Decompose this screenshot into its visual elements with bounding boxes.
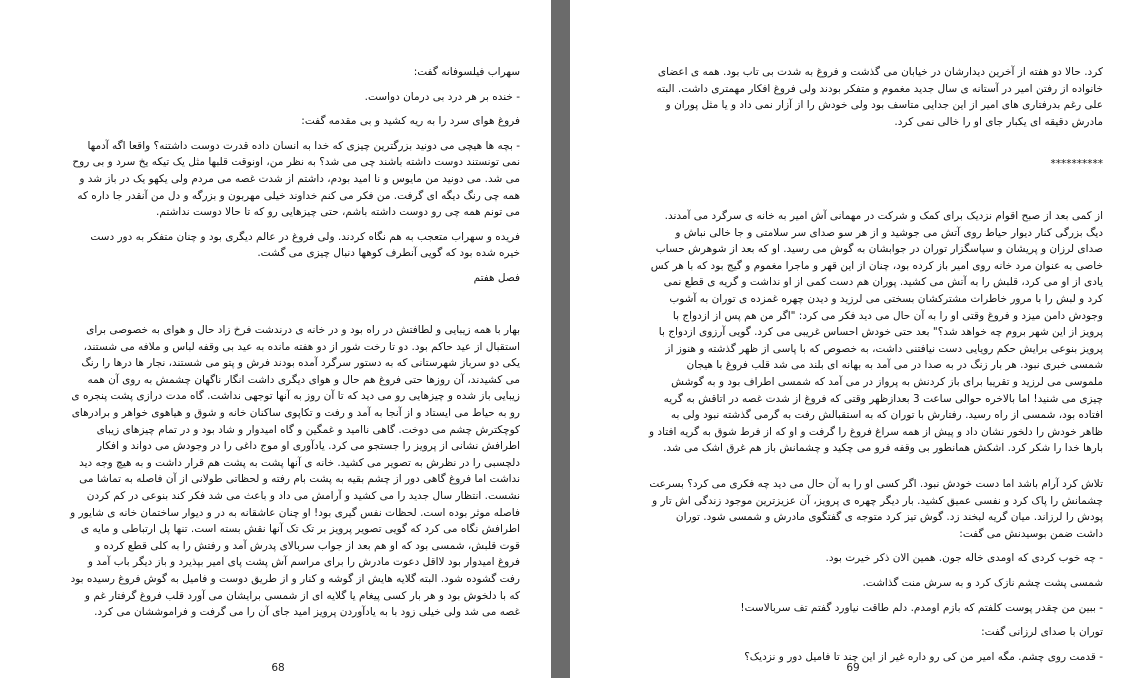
page-number: 68 [271, 662, 285, 674]
paragraph: بهار با همه زیبایی و لطافتش در راه بود و در خانه ی درندشت فرخ زاد حال و هوای به خصوصی برای استقبال از عید حاکم بود. دو تا رخت شور از دو هفته مانده به عید بی وقفه لباس و ملافه می شستند، یکی دو سرباز شهرستانی که به دستور سرگرد آمده بودند فرش و پتو می شستند، نجار ها درها را رنگ می کشیدند، آن روزها حتی فروغ هم حال و هوای دیگری داشت انگار ناگهان چشمش به روی آن همه زیبایی باز شده و چیزهایی رو می دید که تا آن روز به آنها توجهی نداشت. گاه مدت درازی پشت پنجره ی رو به حیاط می ایستاد و از آنجا به آمد و رفت و تکاپوی ساکنان خانه و شوق و هیاهوی خواهر و برادرهای کوچکترش چشم می دوخت. گاهی ناامید و غمگین و گاه امیدوار و شاد بود و در تمام چیزهای زیبای اطرافش نشانی از پرویز را جستجو می کرد. یادآوری او موج داغی را در وجودش می دواند و افکار دلچسبی را در نظرش به تصویر می کشید. خانه ی آنها پشت به پشت هم قرار داشت و به هیچ وجه دید نداشت اما فروغ گاهی دور از چشم بقیه به پشت بام رفته و لحظاتی طولانی از آن فاصله به تماشا می نشست. انتظار سال جدید را می کشید و آرامش می داد و باعث می شد فکر کند بنوعی در کم کردن فاصله موثر بوده است. لحظات نفس گیری بود! او چنان عاشقانه به در و دیوار ساختمان خانه ی شایور و اطرافش نگاه می کرد که گویی تصویر پرویز بر تک تک آنها نقش بسته است. تنها پل ارتباطی و مایه ی قوت قلبش، شمسی بود که او هم بعد از جواب سربالای پدرش آمد و رفتش را به کلی قطع کرده و فروغ امیدوار بود لااقل دعوت مادرش را برای مراسم آش پشت پای امیر بپذیرد و باز دیگر باب آمد و رفت گشوده شود. البته گلایه هایش از گوشه و کنار و از طریق دوست و فامیل به گوش فروغ رسیده بود که با دلخوش بود و هر بار کسی پیغام یا گلایه ای از شمسی برایشان می آورد قلب فروغ گرفتار غم و غصه می شد ولی خیلی زود با به یادآوردن پرویز امید جای آن را می گرفت و فراموششان می کرد. [70, 324, 520, 619]
right-page-text-bottom [648, 476, 1103, 665]
right-page [570, 0, 1126, 678]
paragraph: توران با صدای لرزانی گفت: [981, 626, 1103, 639]
left-page-text-top [70, 64, 520, 287]
paragraph: شمسی پشت چشم نازک کرد و به سرش منت گذاشت. [862, 576, 1103, 589]
left-page-text-bottom [70, 322, 520, 621]
paragraph: - خنده بر هر درد بی درمان دواست. [364, 90, 520, 103]
paragraph: - ببین من چقدر پوست کلفتم که بازم اومدم. دلم طاقت نیاورد گفتم تف سربالاست! [740, 601, 1103, 614]
section-separator: ********** [1050, 158, 1103, 170]
page-number: 69 [846, 662, 860, 674]
paragraph: تلاش کرد آرام باشد اما دست خودش نبود. اگر کسی او را به آن حال می دید چه فکری می کرد؟ بسرعت چشمانش را پاک کرد و نفسی عمیق کشید. بار دیگر چهره ی پرویز، آن عزیزترین موجود زندگی اش تار و پودش را لرزاند. میان گریه لبخند زد. گوش تیز کرد متوجه ی گفتگوی مادرش و شمسی شود. توران داشت ضمن بوسیدنش می گفت: [649, 478, 1103, 540]
right-page-text-top [648, 64, 1103, 130]
paragraph: - چه خوب کردی که اومدی خاله جون. همین الان ذکر خیرت بود. [825, 552, 1103, 565]
paragraph: فریده و سهراب متعجب به هم نگاه کردند. ولی فروغ در عالم دیگری بود و چنان متفکر به دور دست خیره شده بود که گویی آنطرف کوهها دنبال چیزی می گشت. [90, 230, 520, 260]
paragraph: - بچه ها هیچی می دونید بزرگترین چیزی که خدا به انسان داده قدرت دوست داشتنه؟ واقعا اگه آدمها نمی تونستند دوست داشته باشند چی می شد؟ به نظر من، اونوقت قلبها مثل یک تیکه یخ سرد و بی روح می شد. می دونید من مایوس و نا امید بودم، داشتم از شدت غصه می مردم ولی یکهو یک در باز شد و همه چی رنگ دیگه ای گرفت. من فکر می کنم خداوند خیلی مهربون و بزرگه و دل من آنقدر جا داره که می تونم همه چی رو دوست داشته باشم، حتی چیزهایی رو که تا حالا دوست نداشتم. [72, 139, 520, 219]
paragraph: از کمی بعد از صبح اقوام نزدیک برای کمک و شرکت در مهمانی آش امیر به خانه ی سرگرد می آمدند. دیگ بزرگی کنار دیوار حیاط روی آتش می جوشید و از هر سو صدای سر سلامتی و جا خالی نباش و صدای لرزان و پریشان و سپاسگزار توران در جوابشان به گوش می رسید. او که بعد از شوهرش حساب خاصی به عنوان مرد خانه روی امیر باز کرده بود، چنان از این قهر و ماجرا مغموم و گیج بود که با هر کس یادی از او می کرد، قلبش را به آتش می کشید. پوران هم دست کمی از او نداشت و گریه ی قطع نمی کرد و لبش را با مرور خاطرات مشترکشان بسختی می لرزید و دیدن چهره غمزده ی توران به آشوب وجودش دامن میزد و فروغ وقتی او را به آن حال می دید فکر می کرد: "اگر من هم پس از ازدواج با پرویز از این شهر بروم چه خواهد شد؟" بعد حتی خودش احساس غریبی می کرد. گویی آرزوی ازدواج با پرویز بنوعی برایش حکم رویایی دست نیافتنی داشت، به خصوص که با پاسی از ظهر گذشته و هنوز از شمسی خبری نبود. هر بار زنگ در به صدا در می آمد به بهانه ای بلند می شد قلب فروغ با هیجان ملموسی می لرزید و تقریبا برای باز کردنش به پرواز در می آمد که شمسی اطراف بود و به گوشش چیزی می شنید! اما بالاخره حوالی ساعت 3 بعدازظهر وقتی که فروغ از شدت غصه در اتاقش به گریه افتاده بود، شمسی از راه رسید. رفتارش با توران که به استقبالش رفت به گرمی گذشته نبود ولی به ظاهر خودش را دلخور نشان داد و پیش از همه سراغ فروغ را گرفت و او که از فرط شوق به گریه افتاد و بارها خدا را شکر کرد. اشکش همانطور بی وقفه فرو می چکید و چشمانش باز هم غرق اشک می شد. [649, 210, 1103, 455]
paragraph: فروغ هوای سرد را به ریه کشید و بی مقدمه گفت: [301, 115, 520, 128]
right-page-text-middle [648, 208, 1103, 457]
paragraph: سهراب فیلسوفانه گفت: [413, 66, 520, 78]
left-page [0, 0, 551, 678]
paragraph: کرد. حالا دو هفته از آخرین دیدارشان در خیابان می گذشت و فروغ به شدت بی تاب بود. همه ی اعضای خانواده از رفتن امیر در آستانه ی سال جدید مغموم و متفکر بودند ولی فروغ افکار مهمتری داشت. البته علی رغم بدرفتاری های امیر از این جدایی متاسف بود ولی خودش را از آزار نمی داد و یا مثل پوران و مادرش دقیقه ای یکبار جای او را خالی نمی کرد. [656, 66, 1103, 128]
chapter-heading: فصل هفتم [473, 271, 520, 284]
paragraph: - قدمت روی چشم. مگه امیر من کی رو داره غیر از این چند تا فامیل دور و نزدیک؟ [744, 650, 1103, 663]
